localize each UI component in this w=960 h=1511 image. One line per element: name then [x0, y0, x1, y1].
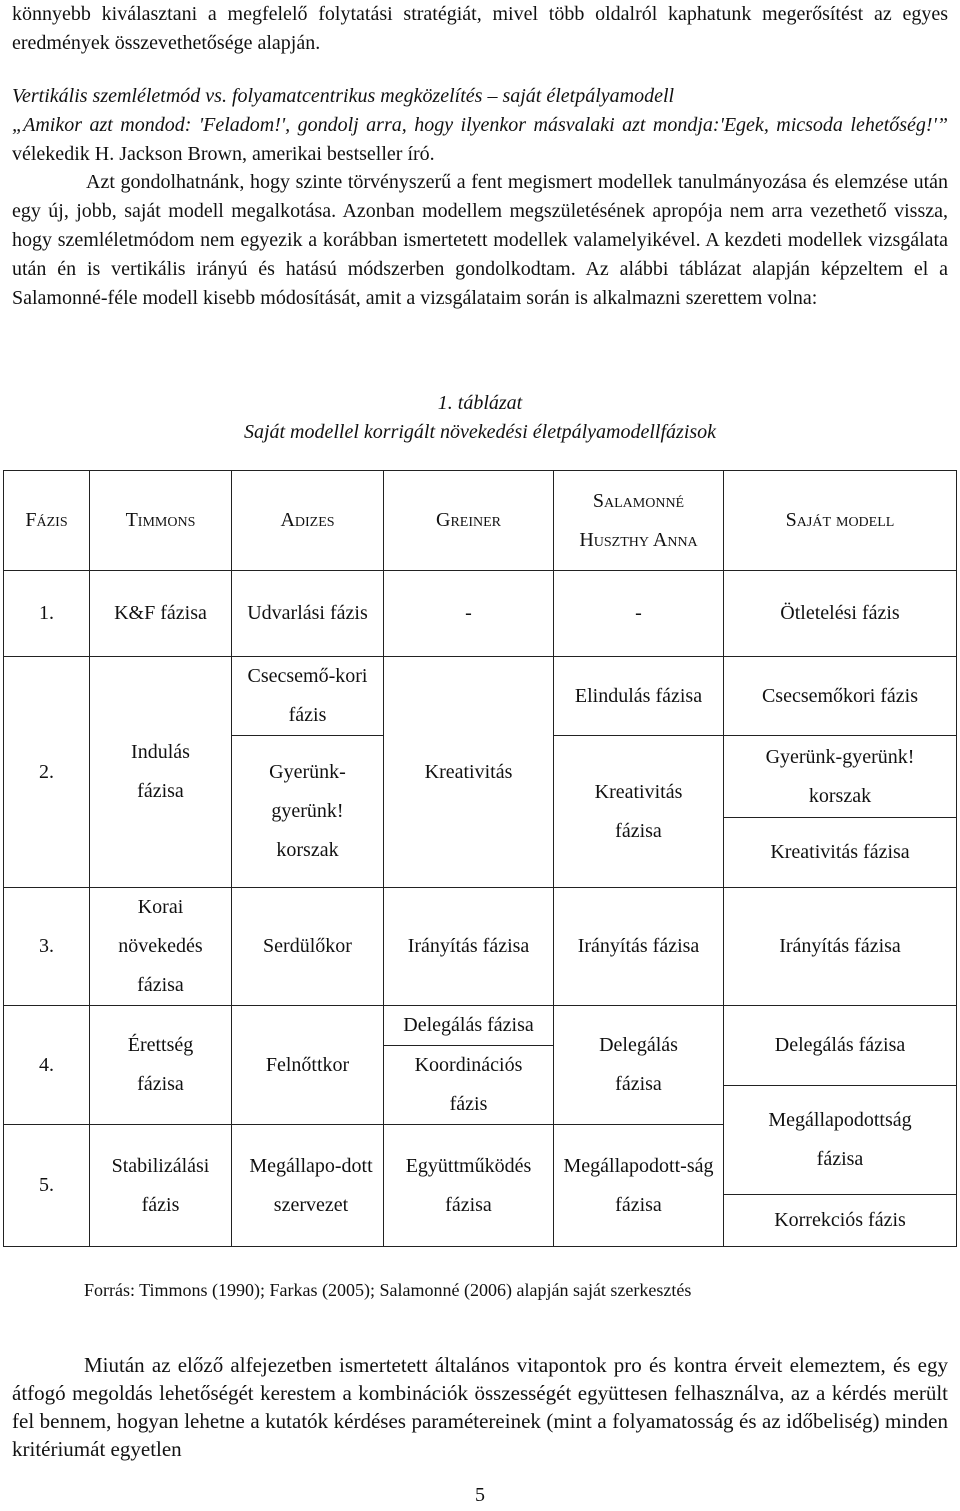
cell-r1-greiner: - [384, 571, 554, 657]
cell-r4-salamonne-text: Delegálás fázisa [599, 1034, 678, 1095]
cell-r4-greiner-a: Delegálás fázisa [384, 1006, 554, 1046]
cell-r3-timmons [90, 888, 232, 1006]
cell-r5-greiner [384, 1125, 554, 1247]
header-greiner: Greiner [384, 471, 554, 571]
page-number: 5 [475, 1484, 485, 1506]
cell-r5-greiner-text: Együttműködés fázisa [405, 1154, 532, 1216]
body-paragraph [12, 168, 948, 313]
cell-r5-adizes [232, 1125, 384, 1247]
cell-r5-salamonne-text: Megállapodott-ság fázisa [563, 1154, 714, 1216]
cell-r4-num: 4. [4, 1006, 90, 1125]
cell-r2-sajat-c: Kreativitás fázisa [724, 818, 957, 888]
cell-r5-sajat-a [724, 1086, 957, 1195]
header-fazis: Fázis [4, 471, 90, 571]
cell-r2-adizes-b [232, 736, 384, 888]
cell-r1-sajat: Ötletelési fázis [724, 571, 957, 657]
section-paragraph [12, 82, 948, 169]
cell-r3-salamonne: Irányítás fázisa [554, 888, 724, 1006]
cell-r2-sajat-b [724, 736, 957, 818]
cell-r2-sajat-b-text: Gyerünk-gyerünk! korszak [765, 745, 915, 807]
cell-r3-num: 3. [4, 888, 90, 1006]
cell-r2-timmons-text: Indulás fázisa [131, 741, 190, 802]
table-row [4, 888, 957, 1006]
quote-author: vélekedik H. Jackson Brown, amerikai bestseller író. [12, 143, 435, 165]
section-heading: Vertikális szemléletmód vs. folyamatcentrikus megközelítés – saját életpályamodell [12, 85, 675, 107]
cell-r3-adizes: Serdülőkor [232, 888, 384, 1006]
cell-r5-num: 5. [4, 1125, 90, 1247]
cell-r5-sajat-a-text: Megállapodottság fázisa [768, 1109, 912, 1170]
cell-r2-salamonne-b [554, 736, 724, 888]
cell-r2-timmons [90, 657, 232, 888]
closing-paragraph [12, 1351, 948, 1463]
cell-r4-adizes: Felnőttkor [232, 1006, 384, 1125]
table-title: Saját modellel korrigált növekedési életpályamodellfázisok [243, 421, 717, 443]
cell-r2-sajat-a: Csecsemőkori fázis [724, 657, 957, 736]
cell-r3-sajat: Irányítás fázisa [724, 888, 957, 1006]
header-salamonne: Salamonné Huszthy Anna [554, 471, 724, 571]
intro-text: könnyebb kiválasztani a megfelelő folytatási stratégiát, mivel több oldalról kaphatunk megerősítést az egyes eredmények összevethetősége alapján. [12, 3, 948, 54]
cell-r5-timmons [90, 1125, 232, 1247]
cell-r3-timmons-text: Korai növekedés fázisa [118, 896, 203, 996]
cell-r2-adizes-a [232, 657, 384, 736]
cell-r2-num: 2. [4, 657, 90, 888]
cell-r5-adizes-text: Megállapo-dott szervezet [249, 1154, 373, 1216]
cell-r1-adizes: Udvarlási fázis [232, 571, 384, 657]
header-adizes: Adizes [232, 471, 384, 571]
cell-r1-num: 1. [4, 571, 90, 657]
cell-r4-timmons-text: Érettség fázisa [127, 1034, 194, 1095]
body-text: Azt gondolhatnánk, hogy szinte törvényszerű a fent megismert modellek tanulmányozása és elemzése után egy új, jobb, saját modell megalkotása. Azonban modellem megszületésének apropója nem arra vezethető vissza, hogy szemléletmódom nem egyezik a korábban ismertetett modellek valamelyikével. A kezdeti modellek vizsgálata után én is vertikális irányú és hatású módszerben gondolkodtam. Az alábbi táblázat alapján képzeltem el a Salamonné-féle modell kisebb módosítását, amit a vizsgálataim során is alkalmazni szerettem volna: [12, 171, 948, 309]
cell-r5-salamonne [554, 1125, 724, 1247]
cell-r2-adizes-b-text: Gyerünk-gyerünk! korszak [269, 761, 346, 861]
cell-r3-greiner: Irányítás fázisa [384, 888, 554, 1006]
table-row [4, 657, 957, 736]
closing-text: Miután az előző alfejezetben ismertetett általános vitapontok pro és kontra érveit elemeztem, és egy átfogó megoldás lehetőségét kerestem a kombinációk összességét együttesen felhasználva, az a kérdés merült fel bennem, hogyan lehetne a kutatók kérdéses paramétereinek (mint a folyamatosság és az időbeliség) minden kritériumát egyetlen [12, 1353, 948, 1461]
table-row [4, 571, 957, 657]
cell-r4-sajat: Delegálás fázisa [724, 1006, 957, 1086]
intro-paragraph [12, 0, 948, 58]
cell-r5-sajat-b: Korrekciós fázis [724, 1195, 957, 1247]
cell-r2-salamonne-a: Elindulás fázisa [554, 657, 724, 736]
cell-r4-timmons [90, 1006, 232, 1125]
cell-r4-salamonne [554, 1006, 724, 1125]
table-header-row [4, 471, 957, 571]
cell-r1-salamonne: - [554, 571, 724, 657]
header-sajat-modell: Saját modell [724, 471, 957, 571]
cell-r1-timmons: K&F fázisa [90, 571, 232, 657]
lifecycle-table [3, 470, 957, 1247]
cell-r5-timmons-text: Stabilizálási fázis [111, 1154, 210, 1216]
cell-r4-greiner-b-text: Koordinációs fázis [414, 1054, 523, 1115]
cell-r4-greiner-b [384, 1046, 554, 1125]
cell-r2-adizes-a-text: Csecsemő-kori fázis [247, 665, 368, 726]
table-number: 1. táblázat [437, 392, 523, 414]
table-row [4, 1006, 957, 1046]
cell-r2-salamonne-b-text: Kreativitás fázisa [594, 780, 683, 842]
header-timmons: Timmons [90, 471, 232, 571]
quote-text: „Amikor azt mondod: 'Feladom!', gondolj arra, hogy ilyenkor másvalaki azt mondja:'Egek, micsoda lehetőség!'” [12, 114, 948, 136]
cell-r2-greiner: Kreativitás [384, 657, 554, 888]
table-source: Forrás: Timmons (1990); Farkas (2005); Salamonné (2006) alapján saját szerkesztés [84, 1280, 692, 1300]
